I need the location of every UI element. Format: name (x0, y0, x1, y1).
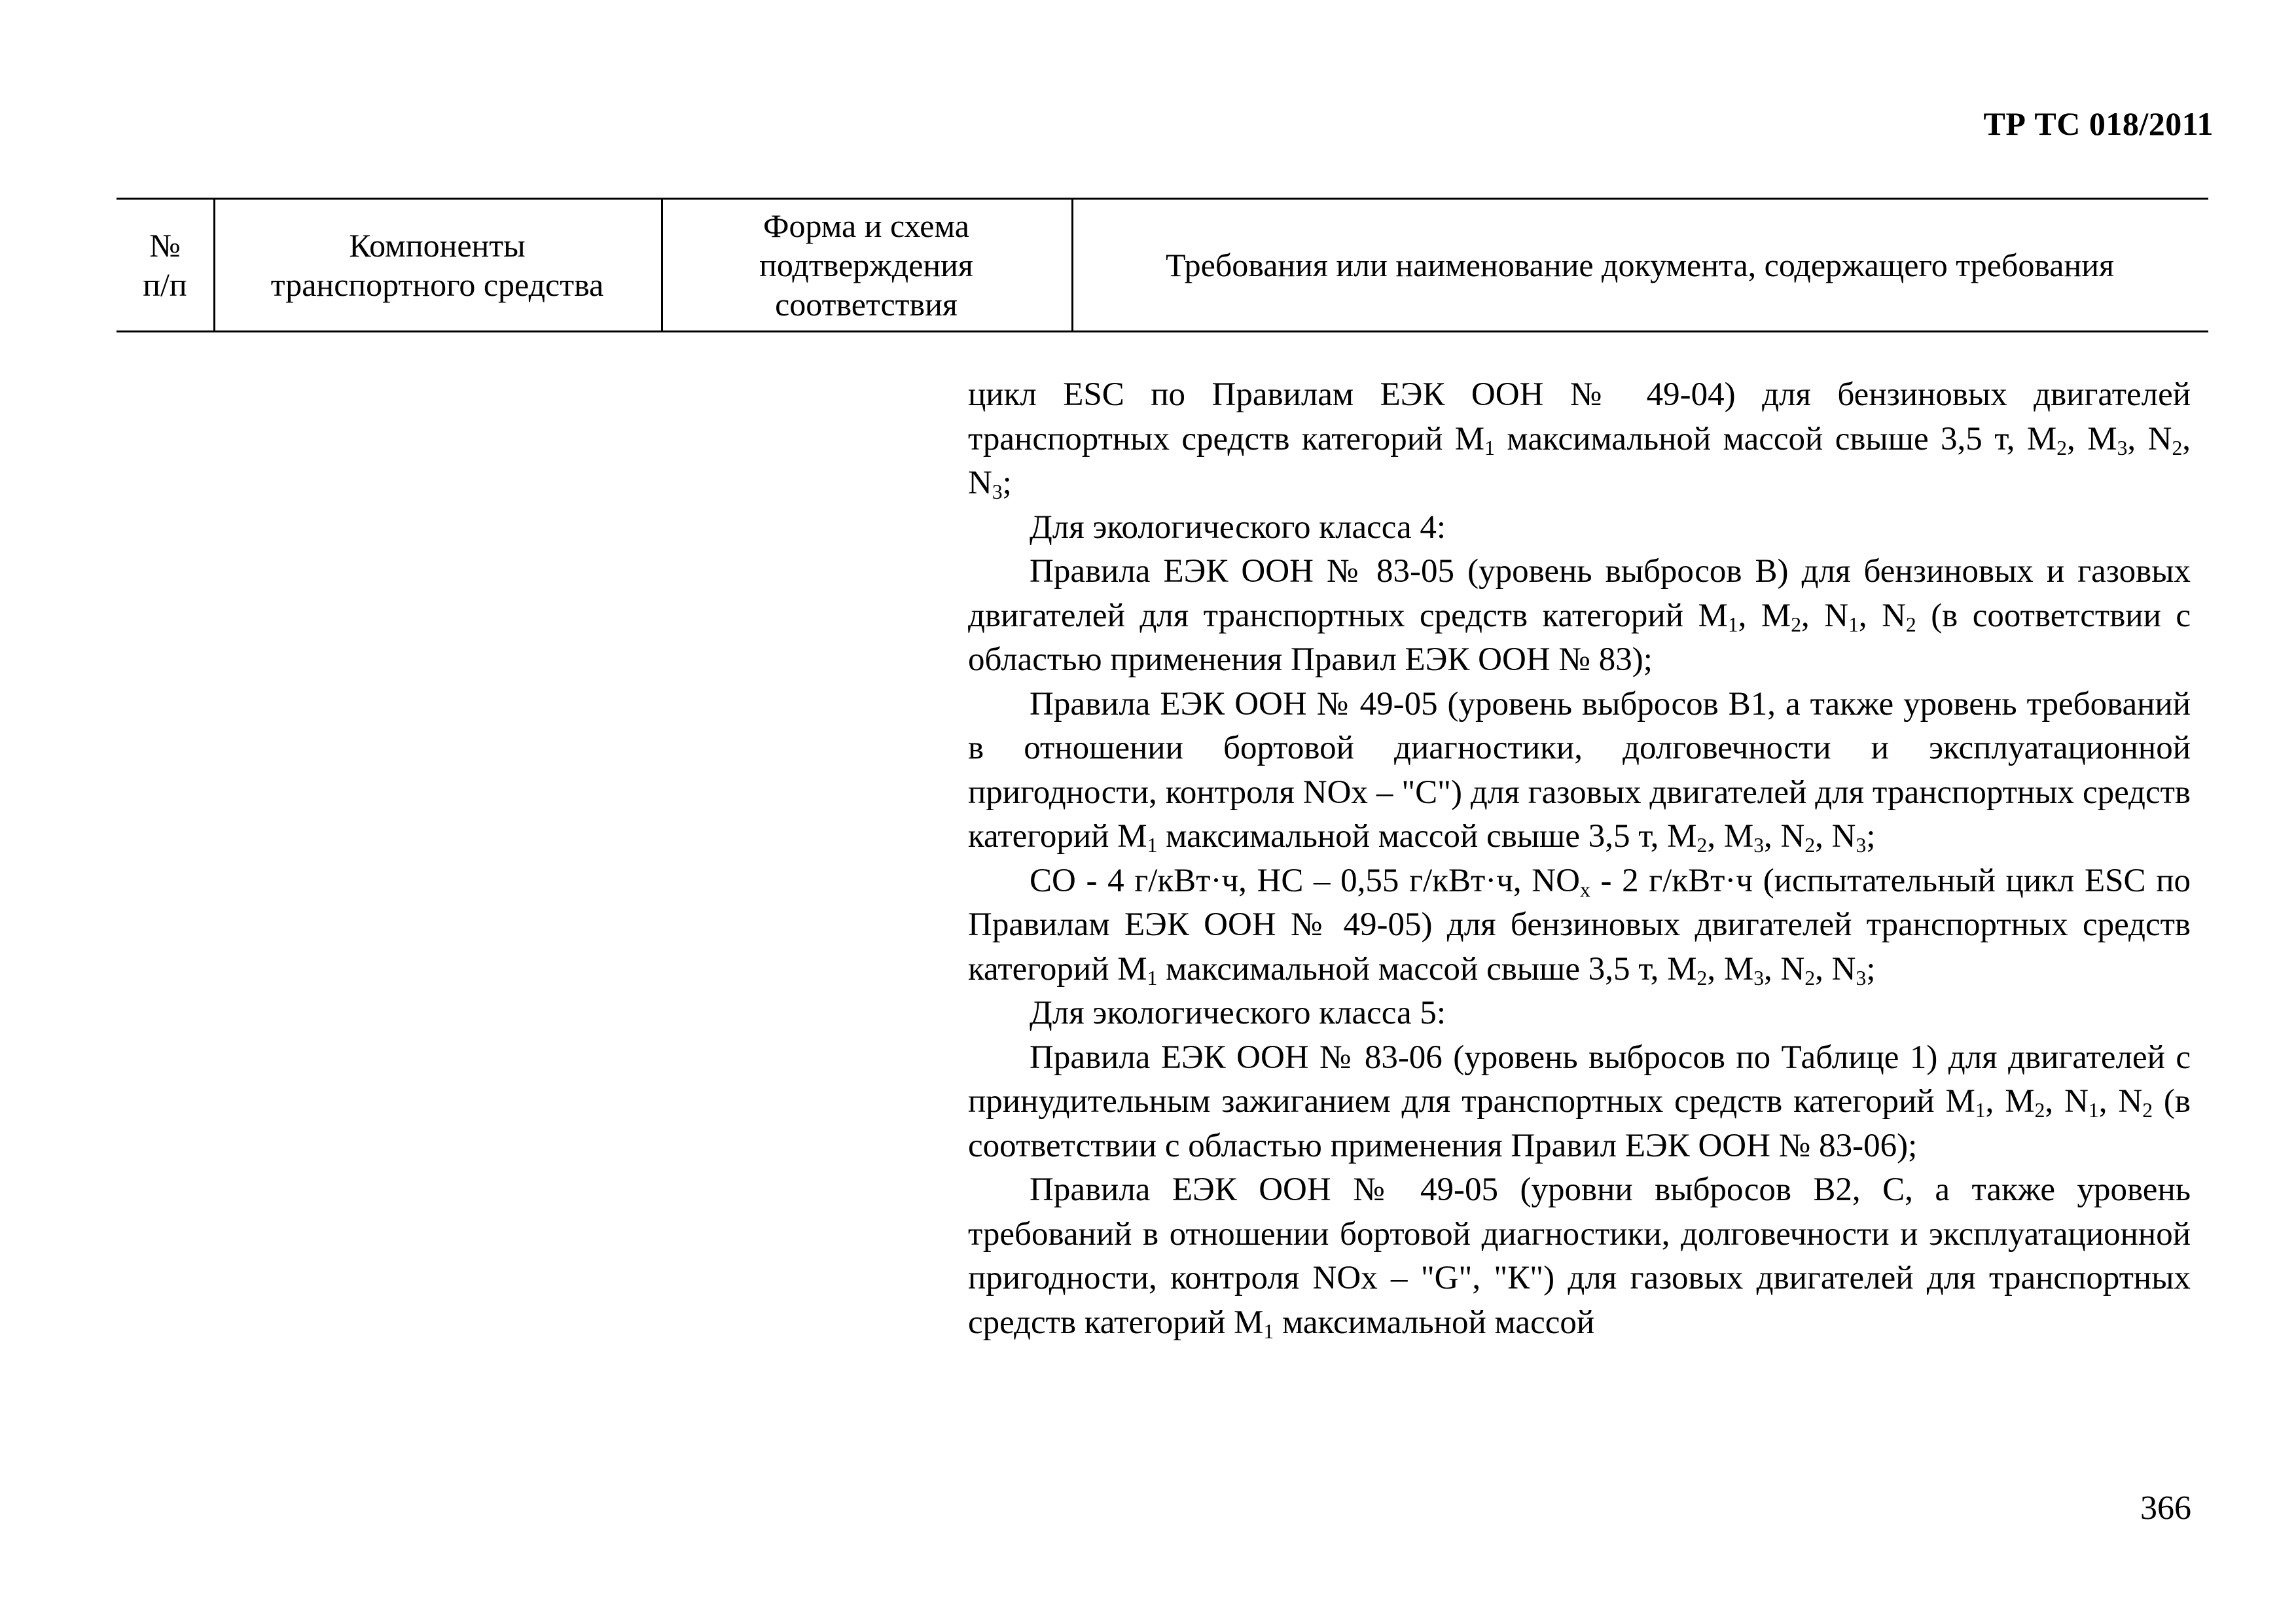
header-col-components: Компоненты транспортного средства (213, 200, 663, 330)
requirements-text (968, 373, 2191, 1345)
paragraph: Правила ЕЭК ООН № 49-05 (уровни выбросов В2, С, а также уровень требований в отношении бортовой диагностики, долговечности и эксплуатационной пригодности, контроля NOx – "G", "К") для газовых двигателей для транспортных средств категорий $M_1$ максимальной массой (968, 1171, 2191, 1343)
paragraph: Правила ЕЭК ООН № 83-05 (уровень выбросов В) для бензиновых и газовых двигателей для транспортных средств категорий $M_1$, $M_2$, $N_1$, $N_2$ (в соответствии с областью применения Правил ЕЭК ООН № 83); (968, 553, 2191, 678)
header-col-conformity-scheme: Форма и схема подтверждения соответствия (661, 200, 1073, 330)
paragraph: Правила ЕЭК ООН № 49-05 (уровень выбросов В1, а также уровень требований в отношении бортовой диагностики, долговечности и эксплуатационной пригодности, контроля NOx – "С") для газовых двигателей для транспортных средств категорий $M_1$ максимальной массой свыше 3,5 т, $M_2$, $M_3$, $N_2$, $N_3$; (968, 685, 2191, 857)
table-header (117, 198, 2208, 332)
paragraph: Для экологического класса 5: (1030, 995, 1446, 1031)
paragraph: Для экологического класса 4: (1030, 508, 1446, 546)
header-col-requirements: Требования или наименование документа, содержащего требования (1166, 247, 2114, 283)
paragraph: СО - 4 г/кВт·ч, НС – 0,55 г/кВт·ч, $NO_x - 2$ г/кВт·ч (испытательный цикл ESC по Правилам ЕЭК ООН № 49-05) для бензиновых двигателей транспортных средств категорий $M_1$ максимальной массой свыше 3,5 т, $M_2$, $M_3$, $N_2$, $N_3$; (968, 862, 2191, 990)
document-code: ТР ТС 018/2011 (1983, 105, 2214, 142)
paragraph: цикл ESC по Правилам ЕЭК ООН № 49-04) для бензиновых двигателей транспортных средств категорий $M_1$ максимальной массой свыше 3,5 т, $M_2$, $M_3$, $N_2$, $N_3$; (968, 376, 2191, 503)
paragraph: Правила ЕЭК ООН № 83-06 (уровень выбросов по Таблице 1) для двигателей с принудительным зажиганием для транспортных средств категорий $M_1$, $M_2$, $N_1$, $N_2$ (в соответствии с областью применения Правил ЕЭК ООН № 83-06); (968, 1039, 2191, 1164)
page-number: 366 (2140, 1489, 2191, 1527)
header-col-number: № п/п (117, 200, 215, 330)
